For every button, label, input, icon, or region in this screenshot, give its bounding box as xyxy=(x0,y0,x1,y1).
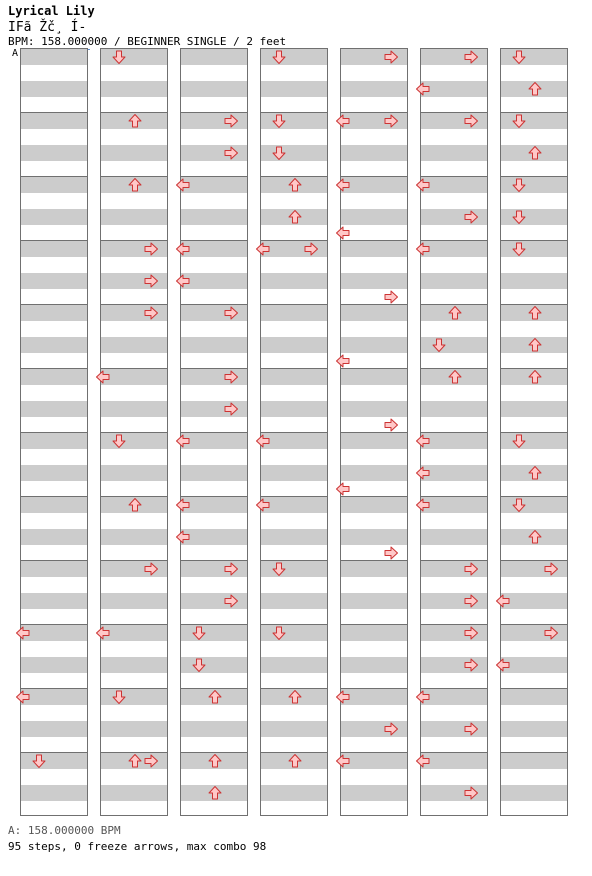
measure-line xyxy=(21,496,87,497)
measure-line xyxy=(21,112,87,113)
arrow-up-icon xyxy=(527,465,543,481)
bpm-summary: A: 158.000000 BPM xyxy=(8,824,121,837)
measure-line xyxy=(341,624,407,625)
arrow-left-icon xyxy=(415,433,431,449)
arrow-right-icon xyxy=(383,289,399,305)
arrow-left-icon xyxy=(415,753,431,769)
arrow-left-icon xyxy=(175,497,191,513)
arrow-right-icon xyxy=(223,561,239,577)
bpm-marker: A xyxy=(12,48,19,59)
arrow-up-icon xyxy=(207,753,223,769)
arrow-down-icon xyxy=(111,689,127,705)
arrow-left-icon xyxy=(175,177,191,193)
arrow-right-icon xyxy=(543,625,559,641)
arrow-down-icon xyxy=(511,49,527,65)
chart-column-7 xyxy=(500,48,568,816)
arrow-left-icon xyxy=(175,241,191,257)
arrow-right-icon xyxy=(383,417,399,433)
arrow-up-icon xyxy=(207,785,223,801)
arrow-down-icon xyxy=(511,497,527,513)
arrow-left-icon xyxy=(255,241,271,257)
arrow-right-icon xyxy=(463,785,479,801)
arrow-down-icon xyxy=(271,561,287,577)
arrow-left-icon xyxy=(335,481,351,497)
arrow-up-icon xyxy=(207,689,223,705)
arrow-left-icon xyxy=(175,529,191,545)
arrow-down-icon xyxy=(111,433,127,449)
arrow-left-icon xyxy=(255,497,271,513)
arrow-down-icon xyxy=(271,49,287,65)
arrow-down-icon xyxy=(31,753,47,769)
arrow-right-icon xyxy=(463,49,479,65)
measure-line xyxy=(501,752,567,753)
arrow-up-icon xyxy=(127,113,143,129)
arrow-right-icon xyxy=(463,561,479,577)
chart-column-4 xyxy=(260,48,328,816)
arrow-left-icon xyxy=(335,177,351,193)
arrow-up-icon xyxy=(127,497,143,513)
arrow-down-icon xyxy=(271,113,287,129)
arrow-left-icon xyxy=(415,81,431,97)
arrow-down-icon xyxy=(191,657,207,673)
arrow-up-icon xyxy=(447,305,463,321)
measure-line xyxy=(21,560,87,561)
arrow-right-icon xyxy=(143,561,159,577)
arrow-right-icon xyxy=(463,721,479,737)
measure-line xyxy=(261,304,327,305)
arrow-left-icon xyxy=(255,433,271,449)
arrow-right-icon xyxy=(463,593,479,609)
arrow-left-icon xyxy=(415,689,431,705)
arrow-down-icon xyxy=(431,337,447,353)
arrow-down-icon xyxy=(271,625,287,641)
chart-column-6 xyxy=(420,48,488,816)
arrow-up-icon xyxy=(527,337,543,353)
arrow-right-icon xyxy=(143,305,159,321)
arrow-up-icon xyxy=(527,145,543,161)
arrow-left-icon xyxy=(415,465,431,481)
arrow-right-icon xyxy=(223,145,239,161)
arrow-down-icon xyxy=(511,177,527,193)
arrow-right-icon xyxy=(463,625,479,641)
arrow-down-icon xyxy=(511,433,527,449)
arrow-left-icon xyxy=(335,689,351,705)
arrow-down-icon xyxy=(191,625,207,641)
arrow-left-icon xyxy=(95,369,111,385)
arrow-left-icon xyxy=(175,433,191,449)
arrow-left-icon xyxy=(335,753,351,769)
arrow-right-icon xyxy=(223,401,239,417)
arrow-left-icon xyxy=(335,225,351,241)
arrow-right-icon xyxy=(383,545,399,561)
chart-column-3 xyxy=(180,48,248,816)
arrow-down-icon xyxy=(511,209,527,225)
measure-line xyxy=(501,688,567,689)
arrow-right-icon xyxy=(543,561,559,577)
measure-line xyxy=(21,368,87,369)
arrow-left-icon xyxy=(415,241,431,257)
arrow-right-icon xyxy=(223,305,239,321)
arrow-left-icon xyxy=(15,625,31,641)
arrow-left-icon xyxy=(495,593,511,609)
arrow-right-icon xyxy=(223,593,239,609)
chart-meta: BPM: 158.000000 / BEGINNER SINGLE / 2 feet xyxy=(8,35,287,48)
chart-column-5 xyxy=(340,48,408,816)
arrow-up-icon xyxy=(287,753,303,769)
arrow-up-icon xyxy=(287,689,303,705)
arrow-left-icon xyxy=(415,177,431,193)
arrow-left-icon xyxy=(415,497,431,513)
arrow-right-icon xyxy=(143,273,159,289)
arrow-up-icon xyxy=(527,529,543,545)
arrow-down-icon xyxy=(271,145,287,161)
arrow-right-icon xyxy=(143,241,159,257)
measure-line xyxy=(21,176,87,177)
arrow-left-icon xyxy=(95,625,111,641)
arrow-right-icon xyxy=(463,657,479,673)
step-stats: 95 steps, 0 freeze arrows, max combo 98 xyxy=(8,840,267,853)
measure-line xyxy=(21,432,87,433)
arrow-up-icon xyxy=(287,209,303,225)
measure-line xyxy=(21,240,87,241)
arrow-up-icon xyxy=(127,753,143,769)
arrow-left-icon xyxy=(495,657,511,673)
arrow-right-icon xyxy=(303,241,319,257)
arrow-up-icon xyxy=(447,369,463,385)
measure-line xyxy=(21,304,87,305)
arrow-right-icon xyxy=(383,113,399,129)
arrow-down-icon xyxy=(511,241,527,257)
arrow-right-icon xyxy=(463,113,479,129)
arrow-right-icon xyxy=(463,209,479,225)
arrow-left-icon xyxy=(335,353,351,369)
arrow-left-icon xyxy=(15,689,31,705)
arrow-up-icon xyxy=(527,305,543,321)
arrow-left-icon xyxy=(335,113,351,129)
arrow-right-icon xyxy=(143,753,159,769)
arrow-right-icon xyxy=(383,49,399,65)
arrow-up-icon xyxy=(127,177,143,193)
song-title: Lyrical Lily xyxy=(8,4,95,18)
chart-column-2 xyxy=(100,48,168,816)
song-subtitle: IFã Žč¸ Í- xyxy=(8,20,87,35)
arrow-up-icon xyxy=(527,81,543,97)
arrow-down-icon xyxy=(511,113,527,129)
arrow-up-icon xyxy=(527,369,543,385)
arrow-down-icon xyxy=(111,49,127,65)
arrow-right-icon xyxy=(223,113,239,129)
arrow-left-icon xyxy=(175,273,191,289)
arrow-right-icon xyxy=(383,721,399,737)
measure-line xyxy=(261,368,327,369)
chart-column-1 xyxy=(20,48,88,816)
arrow-right-icon xyxy=(223,369,239,385)
arrow-up-icon xyxy=(287,177,303,193)
